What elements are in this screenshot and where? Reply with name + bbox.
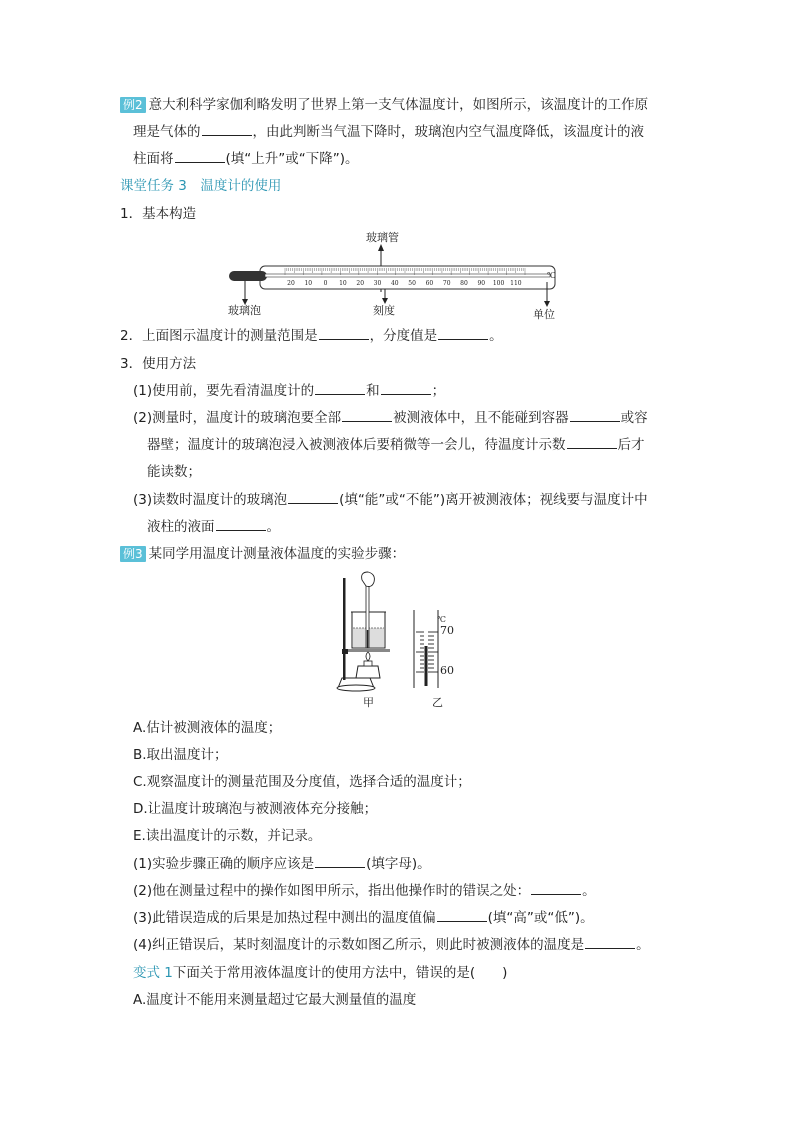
method-2-line1: (2)测量时，温度计的玻璃泡要全部 被测液体中，且不能碰到容器 或容	[133, 410, 648, 426]
label-bulb: 玻璃泡	[228, 304, 261, 317]
method-2-line3: 能读数；	[147, 464, 201, 480]
structure-heading: 1．基本构造	[120, 206, 197, 222]
scale-label: 110	[510, 280, 522, 287]
answer-blank[interactable]	[570, 409, 620, 422]
scale-label: 40	[390, 280, 399, 287]
sub-question-1: (1)实验步骤正确的顺序应该是 (填字母)。	[133, 856, 431, 872]
answer-blank[interactable]	[216, 518, 266, 531]
flame-icon	[366, 652, 370, 661]
example-tag: 例2	[120, 97, 146, 113]
liquid-column	[425, 646, 428, 686]
sub-question-4: (4)纠正错误后，某时刻温度计的示数如图乙所示，则此时被测液体的温度是 。	[133, 937, 650, 953]
thermometer-bulb	[229, 271, 267, 281]
step-e: E.读出温度计的示数，并记录。	[133, 828, 322, 844]
variant-label: 变式 1	[133, 965, 173, 981]
answer-blank[interactable]	[315, 855, 365, 868]
label-scale: 刻度	[373, 304, 395, 317]
example3-line: 例3 某同学用温度计测量液体温度的实验步骤：	[120, 544, 405, 564]
answer-blank[interactable]	[531, 882, 581, 895]
scale-label: 30	[373, 280, 382, 287]
reading-bottom-value: 60	[440, 664, 454, 677]
step-d: D.让温度计玻璃泡与被测液体充分接触；	[133, 801, 378, 817]
method-1: (1)使用前，要先看清温度计的 和 ；	[133, 383, 446, 399]
answer-blank[interactable]	[175, 150, 225, 163]
sub-question-3: (3)此错误造成的后果是加热过程中测出的温度值偏 (填“高”或“低”)。	[133, 910, 594, 926]
scale-label: 20	[356, 280, 365, 287]
unit-symbol: ℃	[547, 271, 556, 280]
tube-pointer-arrow	[378, 244, 384, 251]
stand-rod	[343, 578, 346, 680]
label-yi: 乙	[432, 696, 443, 709]
method-3-line1: (3)读数时温度计的玻璃泡 (填“能”或“不能”)离开被测液体；视线要与温度计中	[133, 492, 648, 508]
scale-label: 90	[477, 280, 486, 287]
step-a: A.估计被测液体的温度；	[133, 720, 282, 736]
example2-line1: 例2 意大利科学家伽利略发明了世界上第一支气体温度计，如图所示，该温度计的工作原	[120, 95, 648, 115]
label-jia: 甲	[363, 696, 374, 709]
question-2: 2．上面图示温度计的测量范围是 ，分度值是 。	[120, 328, 503, 344]
option-a[interactable]: A.温度计不能用来测量超过它最大测量值的温度	[133, 992, 417, 1008]
example2-line2: 理是气体的 ，由此判断当气温下降时，玻璃泡内空气温度降低，该温度计的液	[133, 124, 644, 140]
answer-blank[interactable]	[567, 436, 617, 449]
answer-blank[interactable]	[437, 909, 487, 922]
scale-label: 60	[425, 280, 434, 287]
section-title: 课堂任务 3 温度计的使用	[120, 178, 282, 194]
thermometer-diagram	[225, 226, 575, 322]
answer-blank[interactable]	[288, 491, 338, 504]
scale-label: 70	[442, 280, 451, 287]
method-2-line2: 器壁；温度计的玻璃泡浸入被测液体后要稍微等一会儿，待温度计示数 后才	[147, 437, 645, 453]
scale-label: 10	[304, 280, 313, 287]
answer-blank[interactable]	[342, 409, 392, 422]
scale-label: 50	[408, 280, 416, 287]
unit-symbol-yi: ℃	[437, 615, 446, 624]
usage-heading: 3．使用方法	[120, 356, 197, 372]
scale-label: 80	[460, 280, 468, 287]
capillary	[265, 274, 550, 277]
alcohol-lamp	[356, 666, 380, 678]
answer-blank[interactable]	[438, 327, 488, 340]
sub-question-2: (2)他在测量过程中的操作如图甲所示，指出他操作时的错误之处： 。	[133, 883, 596, 899]
unit-pointer-arrow	[544, 301, 550, 307]
scale-label: 20	[287, 280, 295, 287]
step-c: C.观察温度计的测量范围及分度值，选择合适的温度计；	[133, 774, 471, 790]
scale-label: 100	[492, 280, 505, 287]
answer-blank[interactable]	[585, 936, 635, 949]
hand-icon	[362, 572, 375, 587]
label-unit: 单位	[533, 308, 555, 321]
reading-top-value: 70	[440, 624, 454, 637]
wire-gauze	[348, 649, 390, 652]
step-b: B.取出温度计；	[133, 747, 228, 763]
experiment-figure	[330, 570, 470, 712]
answer-blank[interactable]	[202, 123, 252, 136]
variant-1: 变式 1下面关于常用液体温度计的使用方法中，错误的是( )	[133, 965, 508, 981]
example-tag: 例3	[120, 546, 146, 562]
example2-line3: 柱面将 (填“上升”或“下降”)。	[133, 151, 359, 167]
scale-label: 0	[323, 280, 328, 287]
answer-blank[interactable]	[319, 327, 369, 340]
method-3-line2: 液柱的液面 。	[147, 519, 280, 535]
answer-blank[interactable]	[381, 382, 431, 395]
answer-blank[interactable]	[315, 382, 365, 395]
scale-label: 10	[339, 280, 347, 287]
label-glass-tube: 玻璃管	[366, 231, 399, 244]
